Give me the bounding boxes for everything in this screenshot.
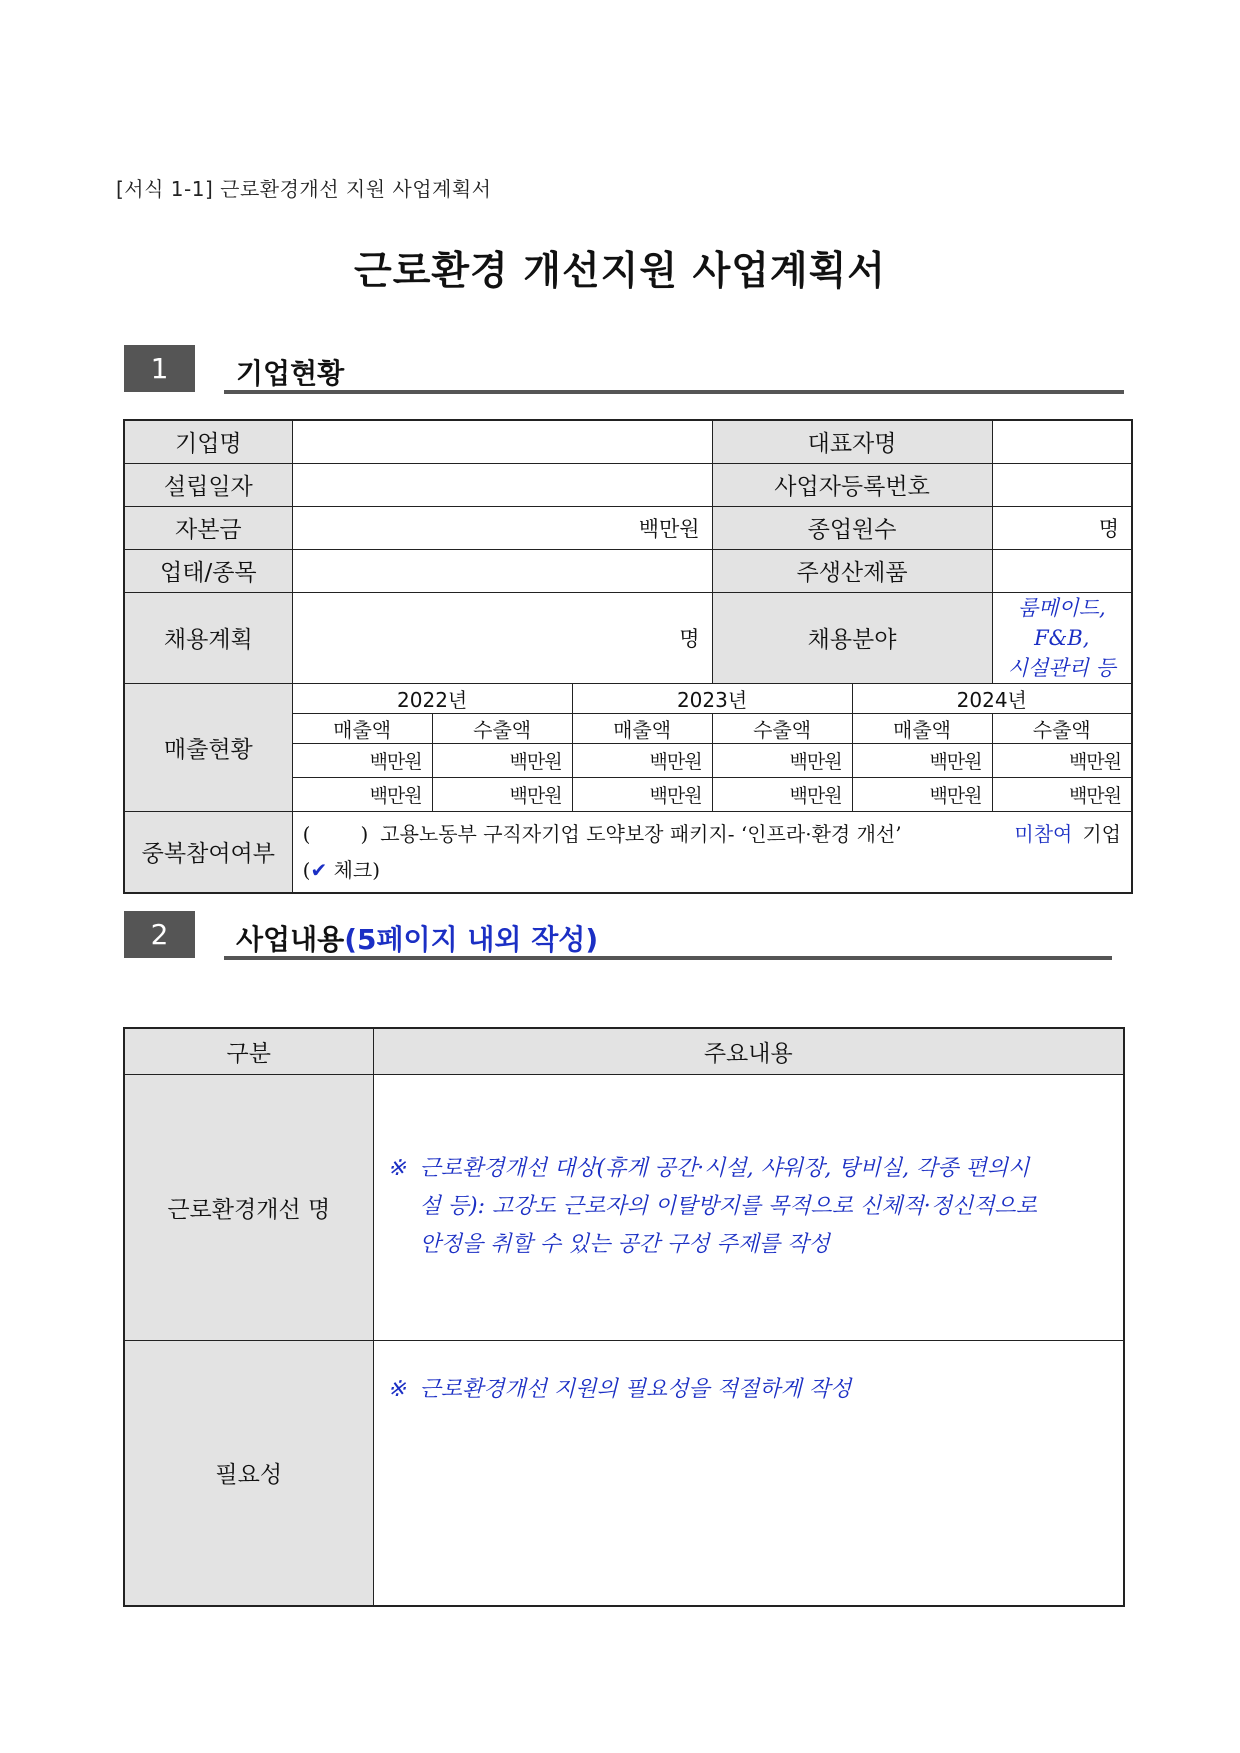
year-2023-header: 2023년 xyxy=(572,683,852,713)
amount-cell[interactable]: 백만원 xyxy=(432,743,572,777)
dup-company-text: 기업 xyxy=(1082,821,1121,846)
section-2-title xyxy=(236,918,598,958)
document-title: 근로환경 개선지원 사업계획서 xyxy=(354,249,886,294)
reference-mark-icon: ※ xyxy=(387,1156,406,1181)
necessity-field[interactable] xyxy=(373,1340,1124,1606)
category-header: 구분 xyxy=(124,1028,373,1074)
dup-program-text: 고용노동부 구직자기업 도약보장 패키지- ‘인프라·환경 개선’ xyxy=(380,821,902,846)
hiring-field-value[interactable] xyxy=(992,592,1132,683)
capital-field[interactable]: 백만원 xyxy=(292,506,712,549)
ceo-name-field[interactable] xyxy=(992,420,1132,463)
amount-cell[interactable]: 백만원 xyxy=(852,777,992,811)
industry-field[interactable] xyxy=(292,549,712,592)
dup-paren-close: ) xyxy=(360,821,369,846)
year-2024-header: 2024년 xyxy=(852,683,1132,713)
year-2022-header: 2022년 xyxy=(292,683,572,713)
sales-header: 매출액 xyxy=(292,713,432,743)
improvement-note-line-1 xyxy=(388,1150,1114,1188)
hiring-plan-label: 채용계획 xyxy=(124,592,292,683)
section-2-title-text: 사업내용 xyxy=(236,923,345,956)
section-1-number: 1 xyxy=(124,345,195,392)
industry-label: 업태/종목 xyxy=(124,549,292,592)
exports-header: 수출액 xyxy=(712,713,852,743)
hiring-field-line-2: 시설관리 등 xyxy=(1007,655,1116,680)
founded-label: 설립일자 xyxy=(124,463,292,506)
company-status-table xyxy=(123,419,1133,894)
necessity-note-text: 근로환경개선 지원의 필요성을 적절하게 작성 xyxy=(419,1376,852,1402)
amount-cell[interactable]: 백만원 xyxy=(712,777,852,811)
sales-status-label: 매출현황 xyxy=(124,683,292,811)
dup-check-open: ( xyxy=(302,857,311,882)
amount-cell[interactable]: 백만원 xyxy=(432,777,572,811)
amount-cell[interactable]: 백만원 xyxy=(992,743,1132,777)
amount-cell[interactable]: 백만원 xyxy=(572,777,712,811)
sales-header: 매출액 xyxy=(572,713,712,743)
biz-reg-no-field[interactable] xyxy=(992,463,1132,506)
company-name-field[interactable] xyxy=(292,420,712,463)
check-icon: ✔ xyxy=(310,857,328,882)
hiring-field-label: 채용분야 xyxy=(712,592,992,683)
sales-header: 매출액 xyxy=(852,713,992,743)
amount-cell[interactable]: 백만원 xyxy=(712,743,852,777)
employees-field[interactable]: 명 xyxy=(992,506,1132,549)
founded-field[interactable] xyxy=(292,463,712,506)
employees-label: 종업원수 xyxy=(712,506,992,549)
reference-mark-icon: ※ xyxy=(387,1376,406,1402)
improvement-note-text-1: 근로환경개선 대상(휴게 공간·시설, 샤워장, 탕비실, 각종 편의시 xyxy=(419,1156,1030,1181)
company-name-label: 기업명 xyxy=(124,420,292,463)
improvement-note-line-3: 안정을 취할 수 있는 공간 구성 주제를 작성 xyxy=(419,1232,830,1257)
improvement-name-label: 근로환경개선 명 xyxy=(124,1074,373,1340)
improvement-note-line-2: 설 등): 고강도 근로자의 이탈방지를 목적으로 신체적·정신적으로 xyxy=(419,1194,1038,1219)
necessity-note-line-1 xyxy=(388,1371,1114,1409)
amount-cell[interactable]: 백만원 xyxy=(992,777,1132,811)
section-1-underline xyxy=(224,390,1124,394)
amount-cell[interactable]: 백만원 xyxy=(572,743,712,777)
business-content-table xyxy=(123,1027,1125,1607)
dup-participation-field[interactable] xyxy=(292,811,1132,893)
exports-header: 수출액 xyxy=(992,713,1132,743)
main-content-header: 주요내용 xyxy=(373,1028,1124,1074)
section-2-number: 2 xyxy=(124,911,195,958)
biz-reg-no-label: 사업자등록번호 xyxy=(712,463,992,506)
dup-line-2 xyxy=(303,852,1121,888)
dup-not-participating: 미참여 xyxy=(1014,821,1073,846)
hiring-field-line-1: 룸메이드, F&B, xyxy=(1017,595,1106,650)
amount-cell[interactable]: 백만원 xyxy=(852,743,992,777)
section-1-title: 기업현황 xyxy=(236,357,345,390)
dup-check-text: 체크) xyxy=(333,857,381,882)
improvement-name-field[interactable] xyxy=(373,1074,1124,1340)
amount-cell[interactable]: 백만원 xyxy=(292,777,432,811)
dup-line-1 xyxy=(303,816,1121,852)
main-product-label: 주생산제품 xyxy=(712,549,992,592)
form-label: [서식 1-1] 근로환경개선 지원 사업계획서 xyxy=(116,177,492,201)
capital-label: 자본금 xyxy=(124,506,292,549)
ceo-name-label: 대표자명 xyxy=(712,420,992,463)
dup-participation-label: 중복참여여부 xyxy=(124,811,292,893)
amount-cell[interactable]: 백만원 xyxy=(292,743,432,777)
hiring-plan-field[interactable]: 명 xyxy=(292,592,712,683)
necessity-label: 필요성 xyxy=(124,1340,373,1606)
exports-header: 수출액 xyxy=(432,713,572,743)
main-product-field[interactable] xyxy=(992,549,1132,592)
dup-paren-open: ( xyxy=(302,821,311,846)
section-2-underline xyxy=(224,956,1112,960)
section-2-title-note: (5페이지 내외 작성) xyxy=(344,923,599,956)
